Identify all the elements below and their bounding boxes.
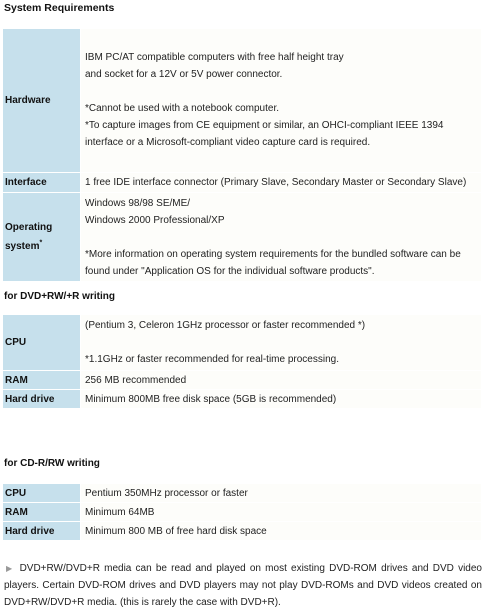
os-line: found under "Application OS for the individual software products". (85, 265, 375, 277)
hardware-row (3, 29, 482, 173)
dvd-cpu-value (81, 315, 482, 371)
cd-table (2, 483, 482, 541)
spacer (85, 334, 477, 351)
os-label (3, 193, 81, 282)
hardware-line: IBM PC/AT compatible computers with free half height tray (85, 51, 344, 63)
cd-hdd-value: Minimum 800 MB of free hard disk space (81, 522, 482, 541)
dvd-cpu-line: *1.1GHz or faster recommended for real-time processing. (85, 354, 339, 365)
cd-ram-row (3, 503, 482, 522)
spacer (85, 83, 477, 100)
dvd-heading: for DVD+RW/+R writing (4, 291, 115, 302)
os-line: Windows 2000 Professional/XP (85, 214, 225, 226)
page-title: System Requirements (4, 2, 115, 14)
dvd-cpu-label: CPU (3, 315, 81, 371)
cd-ram-label: RAM (3, 503, 81, 522)
footnote-mark: * (39, 239, 43, 247)
os-label-text: system (5, 241, 40, 252)
cd-hdd-row (3, 522, 482, 541)
os-value (81, 193, 482, 282)
os-line: *More information on operating system requirements for the bundled software can be (85, 248, 461, 260)
dvd-table (2, 314, 482, 409)
os-label-line: Operating (5, 222, 53, 233)
dvd-ram-row (3, 371, 482, 390)
compatibility-note (4, 560, 482, 611)
os-line: Windows 98/98 SE/ME/ (85, 197, 191, 209)
cd-cpu-row (3, 484, 482, 503)
hardware-line: *Cannot be used with a notebook computer. (85, 102, 280, 114)
hardware-line: *To capture images from CE equipment or similar, an OHCI-compliant IEEE 1394 (85, 119, 444, 131)
cd-heading: for CD-R/RW writing (4, 458, 100, 469)
hardware-line: interface or a Microsoft-compliant video capture card is required. (85, 136, 371, 148)
cd-cpu-label: CPU (3, 484, 81, 503)
dvd-cpu-line: (Pentium 3, Celeron 1GHz processor or faster recommended *) (85, 320, 366, 331)
dvd-cpu-row (3, 315, 482, 371)
hardware-label: Hardware (3, 29, 81, 173)
interface-label: Interface (3, 173, 81, 193)
requirements-table (2, 28, 482, 282)
dvd-hdd-label: Hard drive (3, 390, 81, 409)
dvd-ram-value: 256 MB recommended (81, 371, 482, 390)
note-text: DVD+RW/DVD+R media can be read and played on most existing DVD-ROM drives and DVD video players. Certain DVD-ROM drives and DVD players may not play DVD-ROMs and DVD videos created on DVD+RW/DVD+R media. (this is rarely the case with DVD+R). (4, 563, 482, 608)
triangle-right-icon: ▶ (6, 564, 14, 573)
os-row (3, 193, 482, 282)
dvd-ram-label: RAM (3, 371, 81, 390)
os-label-line (5, 237, 76, 256)
cd-hdd-label: Hard drive (3, 522, 81, 541)
dvd-hdd-row (3, 390, 482, 409)
spacer (85, 229, 477, 246)
cd-ram-value: Minimum 64MB (81, 503, 482, 522)
dvd-hdd-value: Minimum 800MB free disk space (5GB is recommended) (81, 390, 482, 409)
interface-value: 1 free IDE interface connector (Primary Slave, Secondary Master or Secondary Slave) (81, 173, 482, 193)
hardware-value (81, 29, 482, 173)
hardware-line: and socket for a 12V or 5V power connector. (85, 68, 283, 80)
interface-row (3, 173, 482, 193)
cd-cpu-value: Pentium 350MHz processor or faster (81, 484, 482, 503)
